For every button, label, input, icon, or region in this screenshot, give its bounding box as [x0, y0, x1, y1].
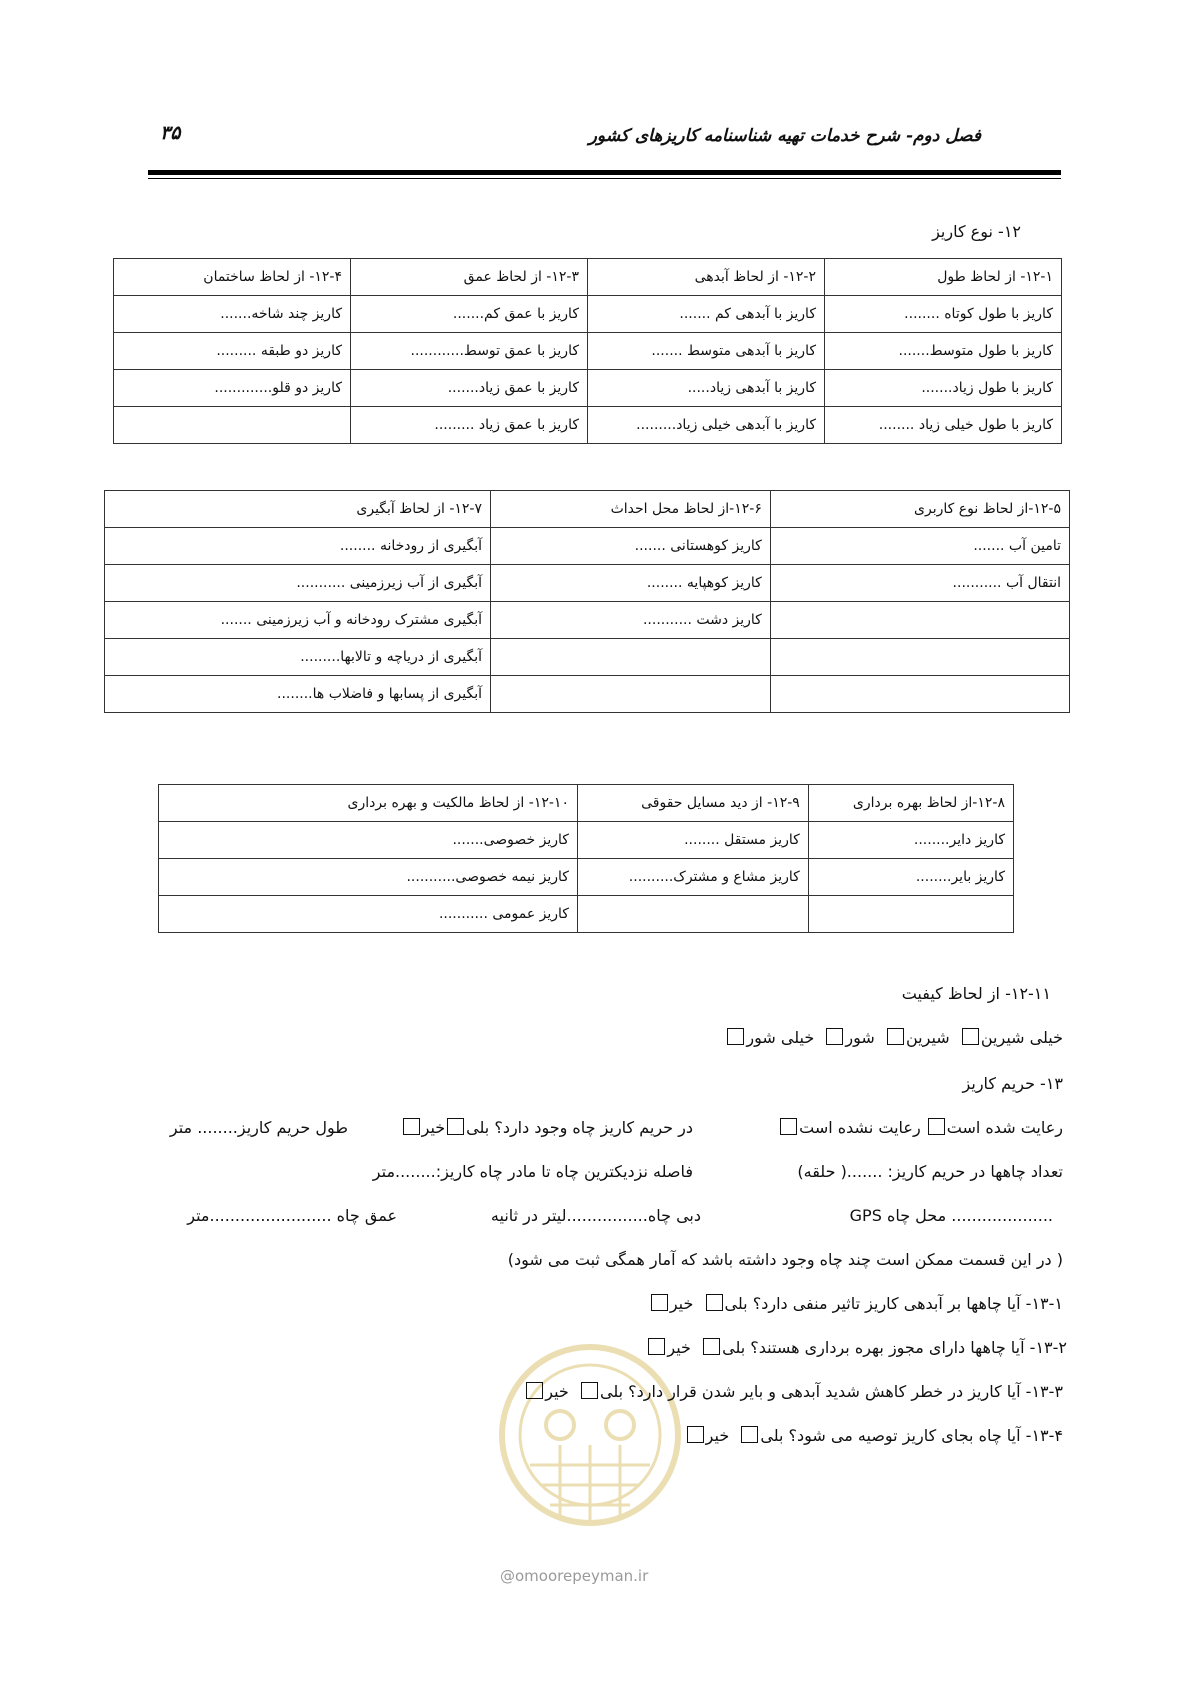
table-cell: کاریز با طول کوتاه ........: [825, 296, 1062, 333]
table-row: [105, 676, 1070, 713]
table-header-cell: ۱۲-۱۰- از لحاظ مالکیت و بهره برداری: [159, 785, 578, 822]
nearest-distance: فاصله نزدیکترین چاه تا مادر چاه کاریز:........متر: [372, 1162, 693, 1181]
checkbox[interactable]: [928, 1118, 945, 1135]
header-rule-thin: [148, 178, 1061, 179]
well-gps: GPS محل چاه ....................: [849, 1206, 1053, 1225]
table-header-cell: ۱۲-۳- از لحاظ عمق: [351, 259, 588, 296]
checkbox[interactable]: [727, 1028, 744, 1045]
question-13-1: [649, 1294, 1063, 1313]
table-row: [159, 859, 1014, 896]
checkbox[interactable]: [581, 1382, 598, 1399]
table-row: [105, 565, 1070, 602]
table-cell: کاریز مستقل ........: [577, 822, 808, 859]
table-row: [114, 259, 1062, 296]
table-row: [105, 639, 1070, 676]
checkbox[interactable]: [741, 1426, 758, 1443]
question-text: ۱۳-۲- آیا چاهها دارای مجوز بهره برداری هستند؟ بلی: [722, 1338, 1067, 1357]
wells-count: تعداد چاهها در حریم کاریز: .......( حلقه): [797, 1162, 1063, 1181]
watermark-seal: [490, 1325, 690, 1555]
header-rule-thick: [148, 170, 1061, 175]
option-label: شیرین: [905, 1028, 950, 1047]
table-cell: کاریز با عمق توسط............: [351, 333, 588, 370]
table-cell: کاریز عمومی ...........: [159, 896, 578, 933]
question-text: ۱۳-۳- آیا کاریز در خطر کاهش شدید آبدهی و بایر شدن قرار دارد؟ بلی: [599, 1382, 1063, 1401]
table-header-cell: ۱۲-۹- از دید مسایل حقوقی: [577, 785, 808, 822]
well-flow: دبی چاه................لیتر در ثانیه: [490, 1206, 701, 1225]
table-cell: کاریز با عمق زیاد.......: [351, 370, 588, 407]
table-cell: [491, 676, 771, 713]
table-header-cell: ۱۲-۱- از لحاظ طول: [825, 259, 1062, 296]
table-cell: [491, 639, 771, 676]
table-cell: کاریز با آبدهی خیلی زیاد.........: [588, 407, 825, 444]
checkbox[interactable]: [651, 1294, 668, 1311]
table-header-cell: ۱۲-۴- از لحاظ ساختمان: [114, 259, 351, 296]
question-13-3: [524, 1382, 1063, 1401]
karez-ownership-table: [158, 784, 1014, 933]
table-cell: کاریز با عمق زیاد .........: [351, 407, 588, 444]
chapter-title: فصل دوم- شرح خدمات تهیه شناسنامه کاریزهای کشور: [588, 126, 981, 146]
table-cell: کاریز با آبدهی زیاد.....: [588, 370, 825, 407]
table-cell: کاریز با طول زیاد.......: [825, 370, 1062, 407]
table-cell: انتقال آب ...........: [770, 565, 1069, 602]
note: ( در این قسمت ممکن است چند چاه وجود داشته باشد که آمار همگی ثبت می شود): [507, 1250, 1063, 1269]
table-cell: کاریز کوهپایه ........: [491, 565, 771, 602]
table-row: [105, 602, 1070, 639]
observed-label: رعایت شده است: [946, 1118, 1063, 1137]
well-question: در حریم کاریز چاه وجود دارد؟ بلی: [466, 1118, 693, 1137]
section-13-heading: ۱۳- حریم کاریز: [962, 1074, 1063, 1093]
checkbox[interactable]: [706, 1294, 723, 1311]
table-cell: آبگیری از رودخانه ........: [105, 528, 491, 565]
page-number: ۳۵: [160, 122, 181, 144]
table-cell: کاریز نیمه خصوصی...........: [159, 859, 578, 896]
privacy-length: طول حریم کاریز........ متر: [169, 1118, 348, 1137]
table-cell: کاریز با طول خیلی زیاد ........: [825, 407, 1062, 444]
table-row: [159, 822, 1014, 859]
option-label: خیلی شیرین: [980, 1028, 1063, 1047]
table-cell: [770, 639, 1069, 676]
table-cell: کاریز مشاع و مشترک..........: [577, 859, 808, 896]
table-cell: کاریز دشت ...........: [491, 602, 771, 639]
checkbox[interactable]: [962, 1028, 979, 1045]
question-text: ۱۳-۱- آیا چاهها بر آبدهی کاریز تاثیر منفی دارد؟ بلی: [724, 1294, 1063, 1313]
no-label: خیر: [667, 1338, 691, 1357]
watermark-site: @omoorepeyman.ir: [500, 1567, 649, 1585]
option-label: خیلی شور: [746, 1028, 815, 1047]
table-cell: [808, 896, 1013, 933]
well-exists-line: [401, 1118, 693, 1137]
table-row: [159, 896, 1014, 933]
privacy-observed-line: [778, 1118, 1063, 1137]
table-cell: آبگیری از دریاچه و تالابها.........: [105, 639, 491, 676]
table-row: [114, 370, 1062, 407]
checkbox[interactable]: [447, 1118, 464, 1135]
section-12-heading: ۱۲- نوع کاریز: [932, 222, 1021, 241]
table-header-cell: ۱۲-۸-از لحاظ بهره برداری: [808, 785, 1013, 822]
checkbox[interactable]: [703, 1338, 720, 1355]
table-cell: کاریز بایر........: [808, 859, 1013, 896]
table-row: [105, 528, 1070, 565]
not-observed-label: رعایت نشده است: [799, 1118, 921, 1137]
checkbox[interactable]: [826, 1028, 843, 1045]
table-cell: [577, 896, 808, 933]
table-row: [114, 333, 1062, 370]
checkbox[interactable]: [648, 1338, 665, 1355]
quality-heading: ۱۲-۱۱- از لحاظ کیفیت: [901, 984, 1051, 1003]
table-cell: [114, 407, 351, 444]
table-row: [114, 296, 1062, 333]
checkbox[interactable]: [403, 1118, 420, 1135]
quality-options: [725, 1028, 1063, 1047]
karez-type-table: [113, 258, 1062, 444]
table-cell: کاریز با عمق کم.......: [351, 296, 588, 333]
no-label: خیر: [545, 1382, 569, 1401]
table-cell: کاریز چند شاخه.......: [114, 296, 351, 333]
option-label: شور: [845, 1028, 875, 1047]
table-row: [159, 785, 1014, 822]
table-cell: تامین آب .......: [770, 528, 1069, 565]
table-cell: کاریز خصوصی.......: [159, 822, 578, 859]
table-header-cell: ۱۲-۶-از لحاظ محل احداث: [491, 491, 771, 528]
checkbox[interactable]: [526, 1382, 543, 1399]
no-label: خیر: [421, 1118, 446, 1137]
no-label: خیر: [669, 1294, 694, 1313]
table-cell: کاریز دو طبقه .........: [114, 333, 351, 370]
table-cell: آبگیری از آب زیرزمینی ...........: [105, 565, 491, 602]
question-text: ۱۳-۴- آیا چاه بجای کاریز توصیه می شود؟ بلی: [760, 1426, 1063, 1445]
no-label: خیر: [705, 1426, 730, 1445]
table-cell: آبگیری از پسابها و فاضلاب ها........: [105, 676, 491, 713]
well-depth: عمق چاه ........................متر: [187, 1206, 397, 1225]
checkbox[interactable]: [887, 1028, 904, 1045]
table-cell: کاریز با آبدهی کم .......: [588, 296, 825, 333]
table-cell: کاریز دایر........: [808, 822, 1013, 859]
table-header-cell: ۱۲-۷- از لحاظ آبگیری: [105, 491, 491, 528]
table-cell: [770, 602, 1069, 639]
table-header-cell: ۱۲-۵-از لحاظ نوع کاربری: [770, 491, 1069, 528]
table-cell: کاریز کوهستانی .......: [491, 528, 771, 565]
question-13-2: [646, 1338, 1067, 1357]
table-cell: کاریز با آبدهی متوسط .......: [588, 333, 825, 370]
karez-usage-table: [104, 490, 1070, 713]
table-header-cell: ۱۲-۲- از لحاظ آبدهی: [588, 259, 825, 296]
table-row: [105, 491, 1070, 528]
table-cell: کاریز دو قلو.............: [114, 370, 351, 407]
table-cell: کاریز با طول متوسط.......: [825, 333, 1062, 370]
checkbox[interactable]: [780, 1118, 797, 1135]
question-13-4: [685, 1426, 1063, 1445]
table-cell: آبگیری مشترک رودخانه و آب زیرزمینی .......: [105, 602, 491, 639]
checkbox[interactable]: [687, 1426, 704, 1443]
table-cell: [770, 676, 1069, 713]
table-row: [114, 407, 1062, 444]
